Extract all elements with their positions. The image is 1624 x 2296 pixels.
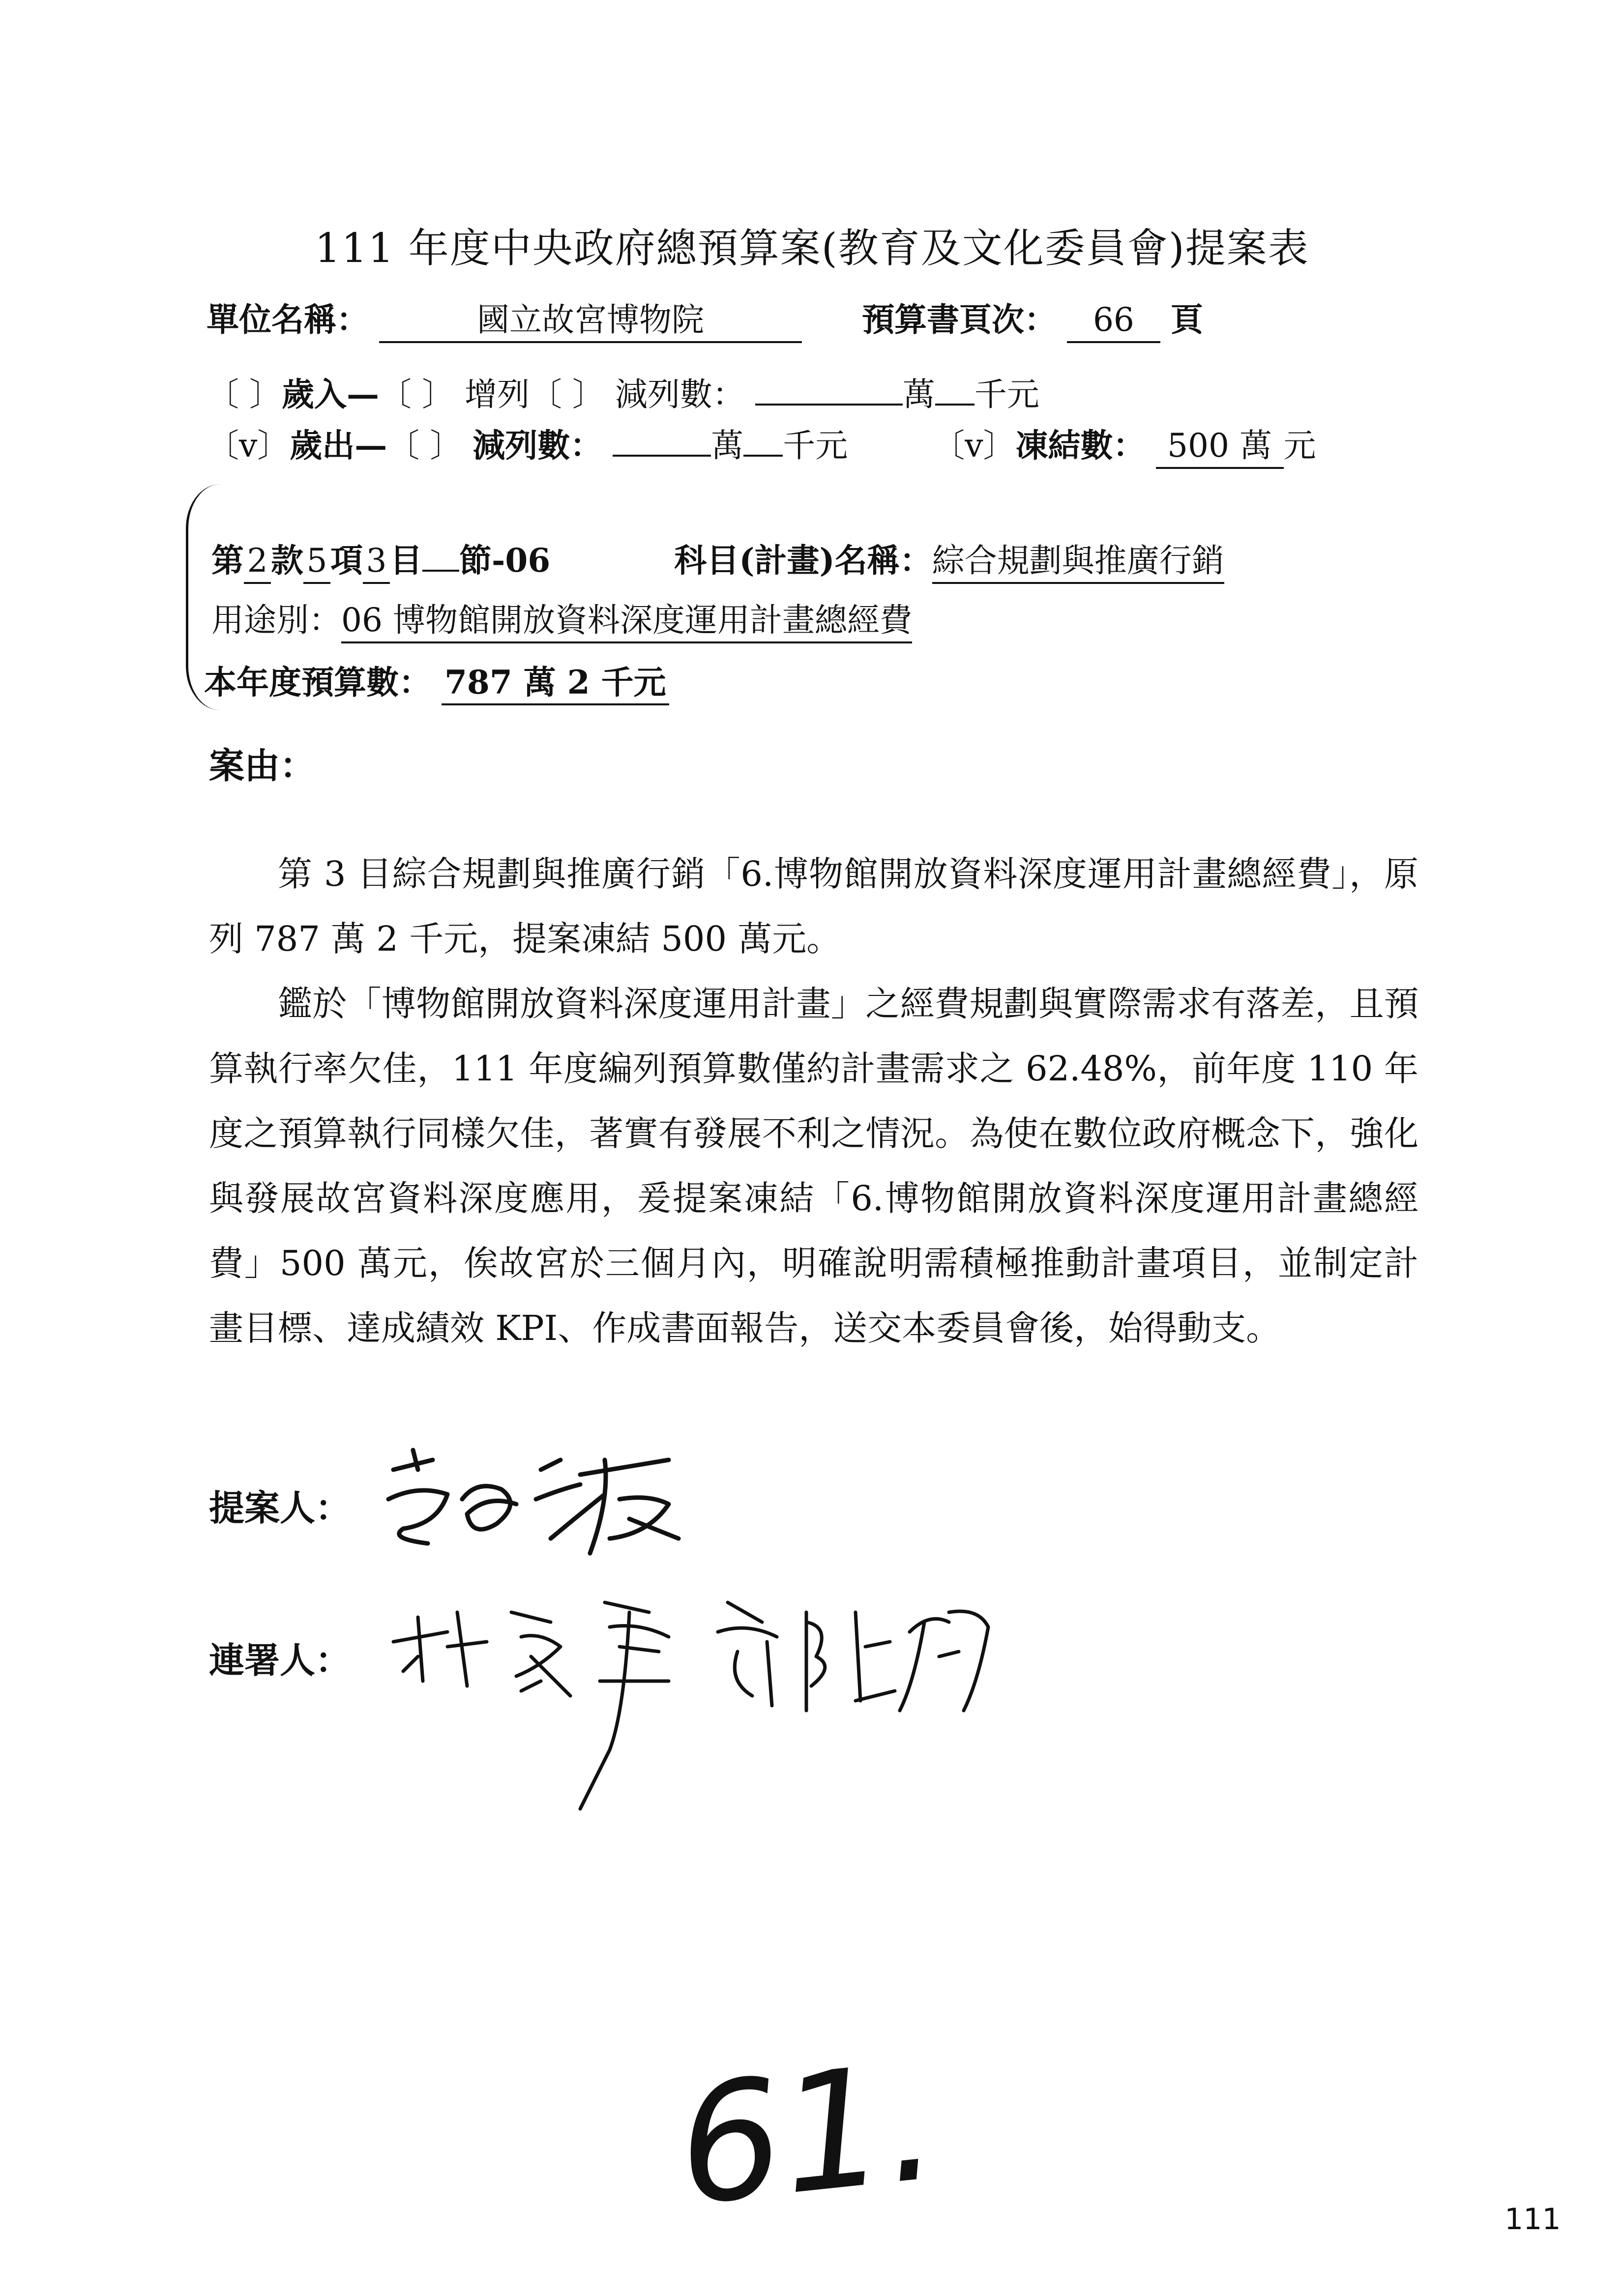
mu-label: 目 <box>390 541 422 580</box>
revenue-increase-label: 增列 <box>464 376 530 413</box>
usage-value: 06 博物館開放資料深度運用計畫總經費 <box>341 599 912 643</box>
usage-label: 用途別： <box>211 601 341 639</box>
expense-wan-unit: 萬 <box>711 427 744 465</box>
amount-label: 本年度預算數： <box>204 663 431 701</box>
jie-blank <box>422 570 459 572</box>
budget-page-label: 預算書頁次： <box>861 300 1057 339</box>
expense-label: 歲出— <box>290 426 387 465</box>
reason-label: 案由： <box>209 745 316 786</box>
budget-page-suffix: 頁 <box>1170 300 1203 339</box>
xiang-number: 5 <box>303 540 330 584</box>
subject-label: 科目(計畫)名稱： <box>674 541 932 580</box>
freeze-label: 凍結數： <box>1015 426 1146 465</box>
cosigner-label: 連署人： <box>209 1639 351 1681</box>
handwritten-page-number: 61. <box>669 2027 946 2242</box>
proposer-label: 提案人： <box>209 1487 351 1529</box>
budget-page-value: 66 <box>1067 299 1160 343</box>
unit-value: 國立故宮博物院 <box>379 299 802 343</box>
expense-decrease-label: 減列數： <box>472 426 603 465</box>
revenue-increase-checkbox: 〔 〕 <box>379 376 454 413</box>
unit-row <box>207 295 1203 345</box>
revenue-decrease-label: 減列數： <box>615 376 745 413</box>
revenue-qian-blank <box>935 404 974 406</box>
revenue-wan-unit: 萬 <box>902 376 935 413</box>
proposer-signature <box>374 1440 688 1573</box>
amount-value: 787 萬 2 千元 <box>442 661 669 705</box>
expense-row <box>207 421 1316 470</box>
classification-row <box>211 536 1224 585</box>
revenue-label: 歲入— <box>281 375 379 413</box>
usage-row <box>211 596 912 645</box>
cosigner-signatures <box>374 1583 1013 1819</box>
expense-qianyuan-unit: 千元 <box>783 427 848 465</box>
unit-label: 單位名稱： <box>207 300 369 339</box>
revenue-wan-blank <box>755 404 903 406</box>
reason-paragraph-2: 鑑於「博物館開放資料深度運用計畫」之經費規劃與實際需求有落差，且預算執行率欠佳，111 年度編列預算數僅約計畫需求之 62.48%，前年度 110 年度之預算執行同樣欠佳，著實有發展不利之情況。為使在數位政府概念下，強化與發展故宮資料深度應用，爰提案凍結「6.博物館開放資料深度運用計畫總經費」500 萬元，俟故宮於三個月內，明確說明需積極推動計畫項目，並制定計畫目標、達成績效 KPI、作成書面報告，送交本委員會後，始得動支。 <box>209 984 1418 1348</box>
revenue-qianyuan-unit: 千元 <box>974 376 1039 413</box>
revenue-decrease-checkbox: 〔 〕 <box>529 376 605 413</box>
freeze-value: 500 萬 <box>1156 425 1284 469</box>
freeze-checkbox: 〔v〕 <box>932 427 1016 465</box>
kuan-label: 款 <box>271 541 303 580</box>
form-title: 111 年度中央政府總預算案(教育及文化委員會)提案表 <box>315 225 1309 272</box>
reason-paragraph-1: 第 3 目綜合規劃與推廣行銷「6.博物館開放資料深度運用計畫總經費」，原列 787 萬 2 千元，提案凍結 500 萬元。 <box>209 854 1418 959</box>
expense-wan-blank <box>613 455 711 457</box>
kuan-prefix: 第 <box>211 541 244 580</box>
revenue-checkbox: 〔 〕 <box>207 376 282 413</box>
kuan-number: 2 <box>244 540 271 584</box>
mu-number: 3 <box>363 540 390 584</box>
subject-value: 綜合規劃與推廣行銷 <box>932 540 1224 584</box>
amount-row <box>204 658 669 707</box>
freeze-unit: 元 <box>1283 427 1316 465</box>
revenue-row <box>207 370 1039 419</box>
expense-qian-blank <box>743 455 783 457</box>
xiang-label: 項 <box>330 541 363 580</box>
expense-decrease-checkbox: 〔 〕 <box>387 427 463 465</box>
expense-checkbox: 〔v〕 <box>207 427 290 465</box>
jie-label: 節-06 <box>459 541 551 580</box>
page-mark: 111 <box>1505 2202 1561 2237</box>
